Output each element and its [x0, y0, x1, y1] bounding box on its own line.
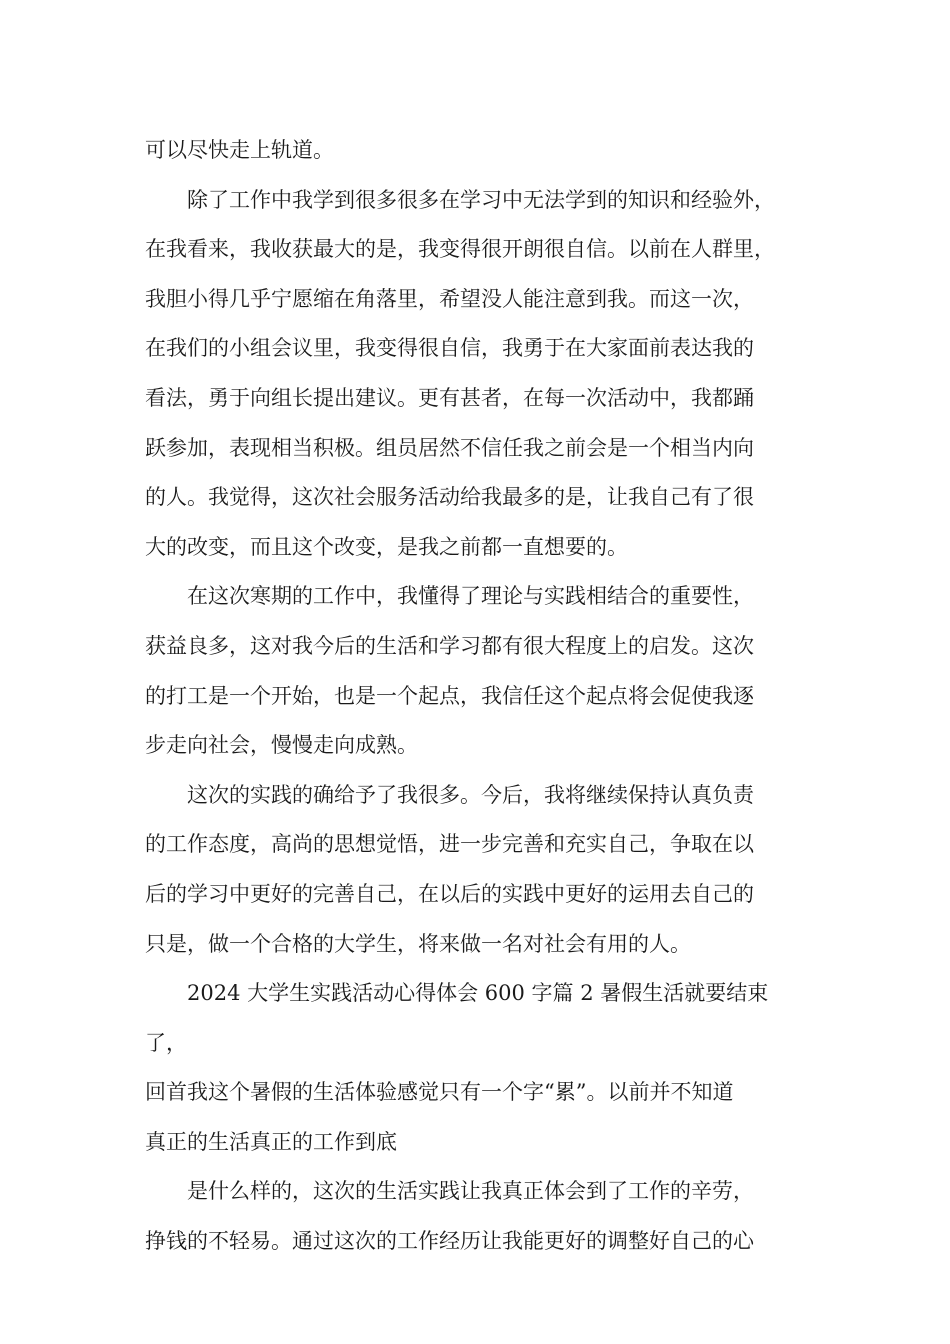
document-body — [145, 126, 810, 1267]
text-line: 大的改变，而且这个改变，是我之前都一直想要的。 — [145, 534, 628, 559]
text-line: 后的学习中更好的完善自己，在以后的实践中更好的运用去自己的 — [145, 881, 754, 906]
text-line: 可以尽快走上轨道。 — [145, 138, 334, 162]
text-line: 是什么样的，这次的生活实践让我真正体会到了工作的辛劳， — [187, 1179, 754, 1204]
paragraph-2 — [145, 176, 810, 573]
text-line: 看法，勇于向组长提出建议。更有甚者，在每一次活动中，我都踊 — [145, 385, 754, 410]
text-line: 这次的实践的确给予了我很多。今后，我将继续保持认真负责 — [187, 782, 754, 807]
text-line: 真正的生活真正的工作到底 — [145, 1129, 397, 1154]
text-line: 的人。我觉得，这次社会服务活动给我最多的是，让我自己有了很 — [145, 485, 754, 510]
text-line: 获益良多，这对我今后的生活和学习都有很大程度上的启发。这次 — [145, 633, 754, 658]
text-line: 在这次寒期的工作中，我懂得了理论与实践相结合的重要性， — [187, 584, 754, 609]
text-line: 的工作态度，高尚的思想觉悟，进一步完善和充实自己，争取在以 — [145, 832, 754, 857]
text-line: 跃参加，表现相当积极。组员居然不信任我之前会是一个相当内向 — [145, 435, 754, 460]
text-line: 2024 大学生实践活动心得体会 600 字篇 2 暑假生活就要结束了， — [145, 981, 769, 1055]
text-line: 只是，做一个合格的大学生，将来做一名对社会有用的人。 — [145, 931, 691, 956]
paragraph-4 — [145, 771, 810, 969]
paragraph-5 — [145, 969, 810, 1167]
paragraph-6 — [145, 1167, 810, 1266]
text-line: 步走向社会，慢慢走向成熟。 — [145, 733, 418, 758]
text-line: 我胆小得几乎宁愿缩在角落里，希望没人能注意到我。而这一次， — [145, 286, 754, 311]
paragraph-3 — [145, 572, 810, 770]
text-line: 除了工作中我学到很多很多在学习中无法学到的知识和经验外， — [187, 187, 775, 212]
paragraph-1 — [145, 126, 810, 176]
text-line: 在我们的小组会议里，我变得很自信，我勇于在大家面前表达我的 — [145, 336, 754, 361]
text-line: 的打工是一个开始，也是一个起点，我信任这个起点将会促使我逐 — [145, 683, 754, 708]
text-line: 回首我这个暑假的生活体验感觉只有一个字“累”。以前并不知道 — [145, 1080, 734, 1105]
text-line: 在我看来，我收获最大的是，我变得很开朗很自信。以前在人群里， — [145, 237, 775, 262]
text-line: 挣钱的不轻易。通过这次的工作经历让我能更好的调整好自己的心 — [145, 1229, 754, 1254]
